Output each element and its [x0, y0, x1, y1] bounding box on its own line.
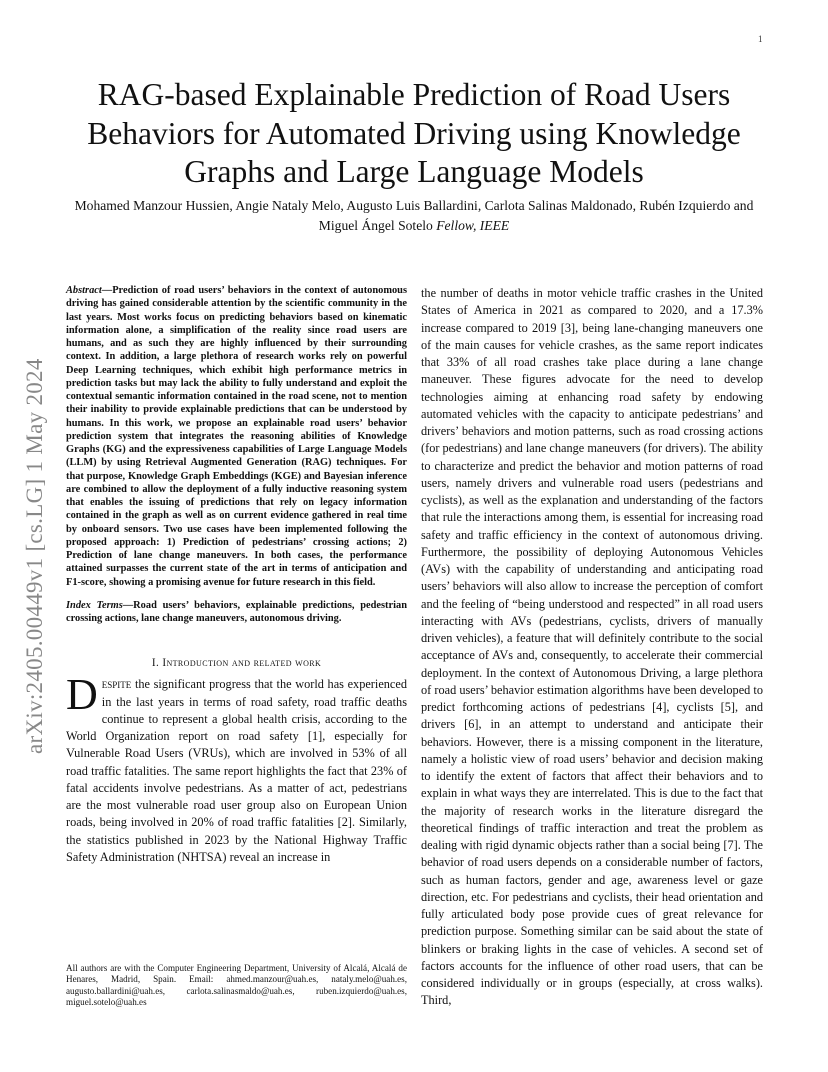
- author-list: [62, 196, 766, 235]
- introduction-paragraph: [66, 670, 407, 866]
- index-terms-text: —Road users’ behaviors, explainable predictions, pedestrian crossing actions, lane change maneuvers, autonomous driving.: [66, 599, 407, 624]
- author-footnote: All authors are with the Computer Engineering Department, University of Alcalá, Alcalá de Henares, Madrid, Spain. Email: ahmed.manzour@uah.es, nataly.melo@uah.es, augusto.ballardini@uah.es, carlota.salinasmaldo@uah.es, ruben.izquierdo@uah.es, miguel.sotelo@uah.es: [66, 963, 407, 1008]
- left-column: [66, 284, 407, 866]
- index-terms-label: Index Terms: [66, 599, 123, 611]
- section-heading: I. Introduction and related work: [151, 657, 322, 670]
- page-number: 1: [758, 34, 763, 44]
- intro-first-word: espite: [101, 677, 132, 692]
- body-text-right: the number of deaths in motor vehicle traffic crashes in the United States of America in 2021 as compared to 2020, and a 17.3% increase compared to 2019 [3], being lane-changing maneuvers one of the main causes for vehicle crashes, as the same report indicates that 33% of all road crashes take place during a lane change maneuver. These figures advocate for the need to develop technologies aiming at enhancing road safety by endowing automated vehicles with the capacity to anticipate pedestrians’ and drivers’ behaviors and motion patterns, such as road crossing actions (for pedestrians) and lane change maneuvers (for drivers). The ability to characterize and predict the behavior and motion patterns of road users, namely drivers and vulnerable road users (pedestrians and cyclists), as well as the explanation and understanding of the factors that rule the interactions among them, is essential for increasing road safety and traffic efficiency in the context of autonomous driving. Furthermore, the possibility of deploying Autonomous Vehicles (AVs) with the capability of understanding and anticipating road users’ behaviors will also allow to increase the perception of comfort and the feeling of “being understood and respected” in all road users interacting with AVs (pedestrians, cyclists, drivers of manually driven vehicles), a feature that will definitely contribute to the social acceptance of AVs and, consequently, to accelerate their commercial deployment. In the context of Autonomous Driving, a large plethora of road users’ behavior estimation algorithms have been developed to predict forthcoming actions of pedestrians [4], cyclists [5], and drivers [6], in an attempt to understand and anticipate their behaviors. However, there is a missing component in the literature, namely a holistic view of road users’ behavior and decision making to identify the extent of factors that affect their behaviors and to explain in what ways they are interrelated. This is due to the fact that the majority of research works in the literature disregard the theoretical findings of traffic interaction and treat the problem as dealing with rigid dynamic objects rather than a social being [7]. The behavior of road users depends on a considerable number of factors, such as human factors, gender and age, awareness level or gaze direction, etc. For pedestrians and cyclists, their head orientation and fully articulated body pose provide cues of great relevance for prediction purpose. Something similar can be said about the state of blinkers or braking lights in the case of vehicles. A second set of factors accounts for the influence of other road users, that can be considered individually or in groups (especially, at cross walks). Third,: [421, 286, 763, 1008]
- arxiv-identifier-stamp[interactable]: arXiv:2405.00449v1 [cs.LG] 1 May 2024: [22, 358, 47, 754]
- abstract-text: —Prediction of road users’ behaviors in the context of autonomous driving has gained considerable attention by the scientific community in the last years. Most works focus on predicting behaviors based on kinematic information alone, a simplification of the reality since road users are humans, and as such they are highly influenced by their surrounding context. In addition, a large plethora of research works rely on powerful Deep Learning techniques, which exhibit high performance metrics in prediction tasks but may lack the ability to fully understand and exploit the contextual semantic information contained in the road scene, not to mention their inability to provide explainable predictions that can be understood by humans. In this work, we propose an explainable road users’ behavior prediction system that integrates the reasoning abilities of Knowledge Graphs (KG) and the expressiveness capabilities of Large Language Models (LLM) by using Retrieval Augmented Generation (RAG) techniques. For that purpose, Knowledge Graph Embeddings (KGE) and Bayesian inference are combined to allow the deployment of a fully inductive reasoning system that enables the issuing of predictions that rely on legacy information contained in the graph as well as on current evidence gathered in real time by onboard sensors. Two use cases have been implemented following the proposed approach: 1) Prediction of pedestrians’ crossing actions; 2) Prediction of lane change maneuvers. In both cases, the performance attained surpasses the current state of the art in terms of anticipation and F1-score, showing a promising avenue for future research in this field.: [66, 285, 407, 588]
- index-terms: [66, 599, 407, 626]
- paper-title: RAG-based Explainable Prediction of Road Users Behaviors for Automated Driving using Knowledge Graphs and Large Language Models: [87, 77, 741, 189]
- author-names: Mohamed Manzour Hussien, Angie Nataly Melo, Augusto Luis Ballardini, Carlota Salinas Maldonado, Rubén Izquierdo and Miguel Ángel Sotelo: [74, 198, 754, 233]
- introduction-text: the significant progress that the world has experienced in the last years in terms of road safety, road traffic deaths continue to represent a global health crisis, according to the World Organization report on road safety [1], especially for Vulnerable Road Users (VRUs), which are involved in 53% of all road traffic fatalities. The same report highlights the fact that 23% of fatal accidents involve pedestrians. As a matter of act, pedestrians are the most vulnerable road user group also on European Union roads, being involved in 20% of road traffic fatalities [2]. Similarly, the statistics published in 2023 by the National Highway Traffic Safety Administration (NHTSA) reveal an increase in: [66, 677, 407, 864]
- abstract: [66, 284, 407, 589]
- abstract-label: Abstract: [66, 285, 102, 296]
- drop-cap: D: [66, 670, 98, 720]
- right-column: [421, 285, 763, 1010]
- author-affiliation: Fellow, IEEE: [436, 217, 510, 233]
